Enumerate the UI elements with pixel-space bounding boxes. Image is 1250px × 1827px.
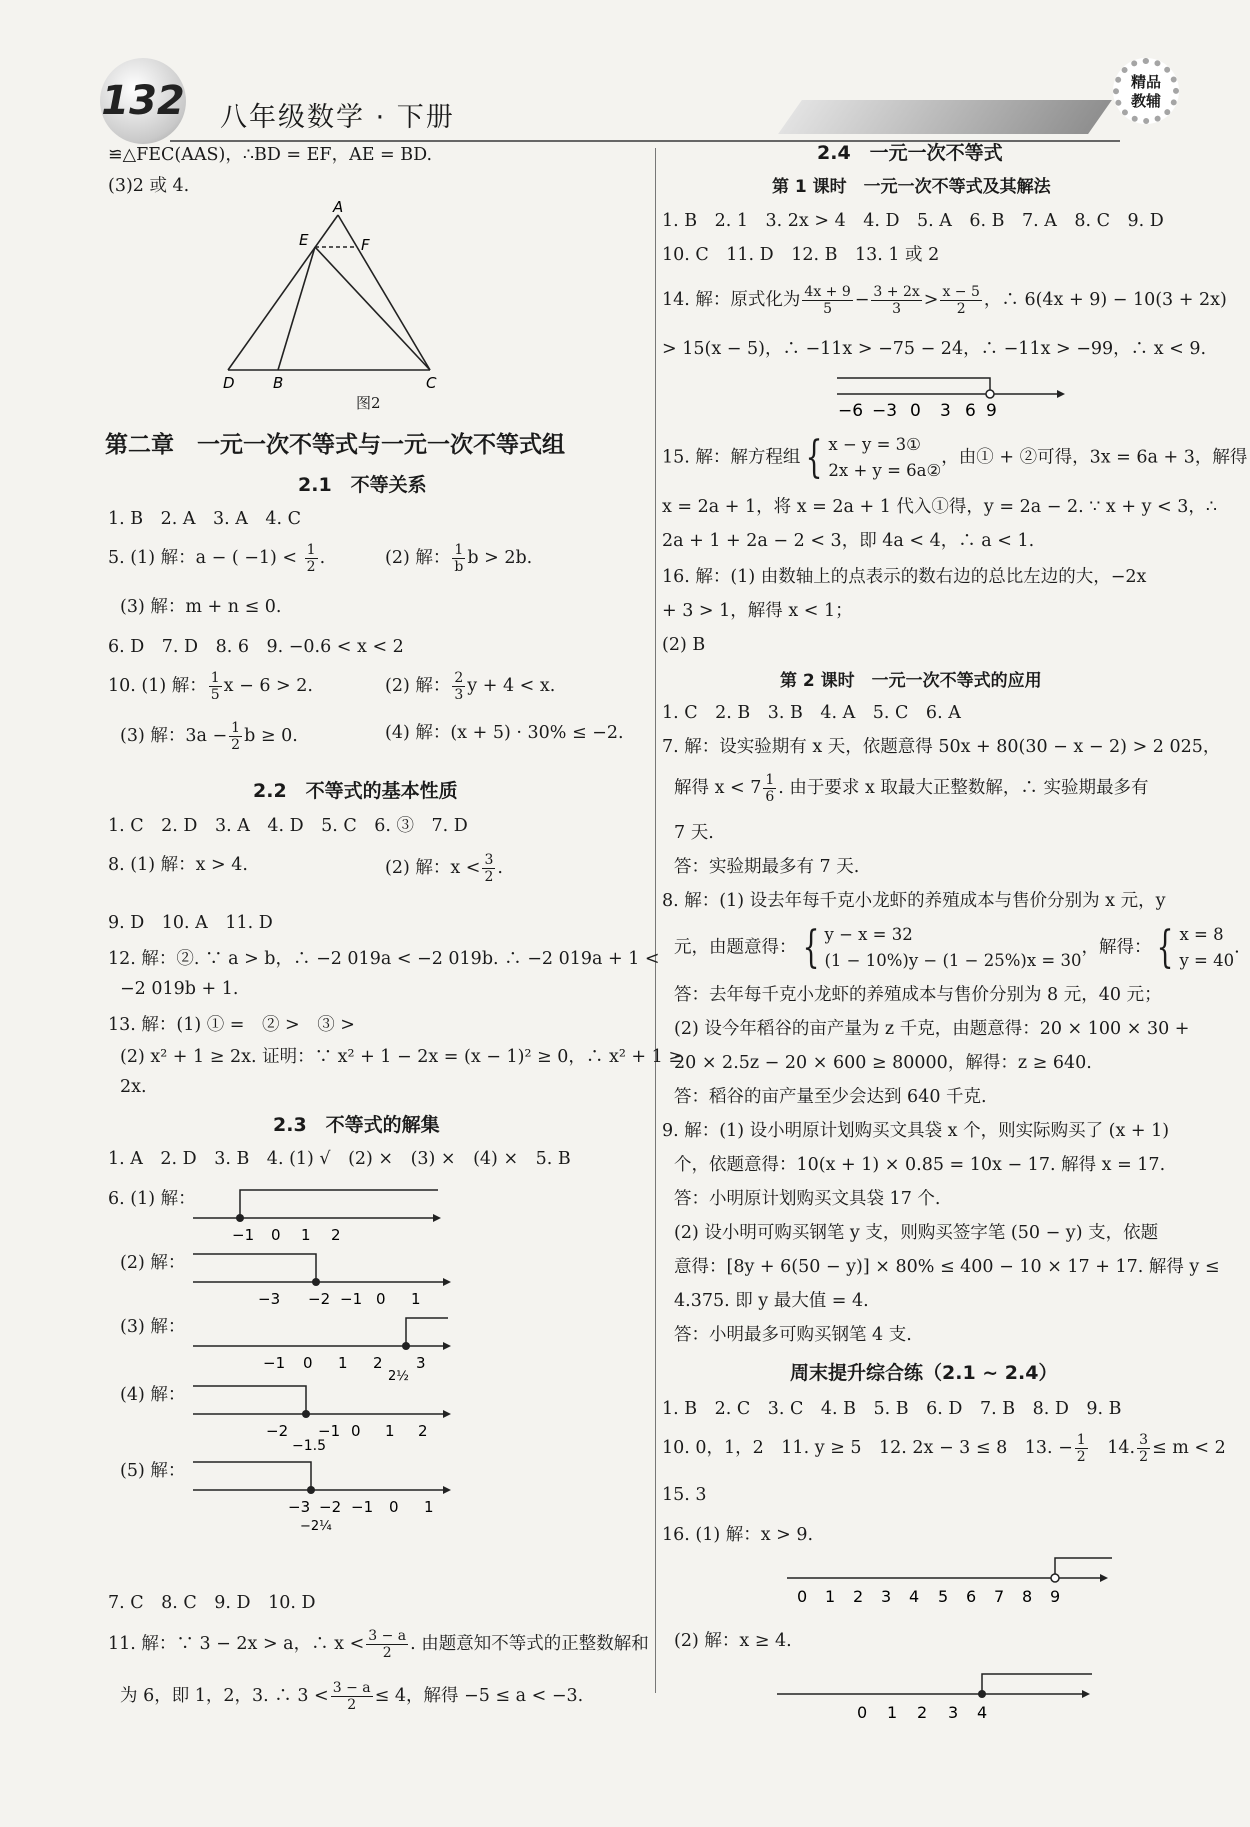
- book-title: 八年级数学 · 下册: [220, 102, 455, 133]
- tick-label: 0: [910, 401, 921, 421]
- vertex-f: F: [361, 236, 370, 254]
- tick-label: −3: [872, 401, 898, 421]
- tick-label: 1: [411, 1290, 421, 1308]
- text-line: 元，由题意得： { y − x = 32 (1 − 10%)y − (1 − 25%)x = 30 ，解得： { x = 8 y = 40 .: [674, 922, 1240, 973]
- text-line: 4.375. 即 y 最大值 = 4.: [674, 1291, 869, 1311]
- badge-line2: 教辅: [1130, 92, 1161, 110]
- text-line: 9. 解：(1) 设小明原计划购买文具袋 x 个，则实际购买了 (x + 1): [662, 1121, 1170, 1141]
- text-line: 答：去年每千克小龙虾的养殖成本与售价分别为 8 元，40 元；: [674, 985, 1162, 1005]
- vertex-c: C: [426, 374, 437, 390]
- text-line: 20 × 2.5z − 20 × 600 ≥ 80000，解得：z ≥ 640.: [674, 1053, 1092, 1073]
- text-line: −2 019b + 1.: [120, 979, 239, 999]
- text-line: (3) 解：3a − $\frac{1}{2}$ b ≥ 0. (4) 解：(x + 5) · 30% ≤ −2.: [120, 720, 624, 753]
- tick-label: 2: [917, 1703, 928, 1722]
- section-title-2-4: 2.4 一元一次不等式: [817, 142, 1003, 164]
- text-line: 意得：[8y + 6(50 − y)] × 80% ≤ 400 − 10 × 17 + 17. 解得 y ≤: [674, 1257, 1220, 1277]
- text-line: 8. (1) 解：x > 4. (2) 解：x < $\frac{3}{2}$ .: [108, 852, 503, 885]
- tick-label: 3: [881, 1587, 892, 1606]
- tick-label: 0: [303, 1354, 313, 1372]
- point-label: −1.5: [292, 1438, 326, 1452]
- column-divider: [655, 148, 656, 1693]
- tick-label: 6: [966, 1587, 977, 1606]
- vertex-d: D: [223, 374, 235, 390]
- lesson-title-1: 第 1 课时 一元一次不等式及其解法: [772, 177, 1051, 197]
- number-line-3: [188, 1310, 458, 1382]
- text-line: 9. D 10. A 11. D: [108, 913, 273, 933]
- tick-label: −1: [351, 1498, 374, 1516]
- tick-label: 1: [338, 1354, 348, 1372]
- chapter-title: 第二章 一元一次不等式与一元一次不等式组: [105, 432, 565, 458]
- tick-label: 0: [389, 1498, 399, 1516]
- text-line: 13. 解：(1) ① = ② > ③ >: [108, 1015, 355, 1035]
- text-line: x = 2a + 1，将 x = 2a + 1 代入①得，y = 2a − 2. ∵ x + y < 3，∴: [662, 497, 1218, 517]
- text-line: ≌△FEC(AAS)，∴BD = EF，AE = BD.: [108, 145, 433, 165]
- tick-label: −1: [340, 1290, 363, 1308]
- weekly-practice-title: 周末提升综合练（2.1 ~ 2.4）: [790, 1362, 1058, 1384]
- tick-label: 1: [825, 1587, 836, 1606]
- number-line-r2: [782, 1550, 1122, 1610]
- tick-label: 1: [887, 1703, 898, 1722]
- text-line: 答：小明最多可购买钢笔 4 支.: [674, 1325, 912, 1345]
- tick-label: 1: [424, 1498, 434, 1516]
- tick-label: −2: [308, 1290, 331, 1308]
- text-line: 答：小明原计划购买文具袋 17 个.: [674, 1189, 941, 1209]
- tick-label: 0: [376, 1290, 386, 1308]
- lesson-title-2: 第 2 课时 一元一次不等式的应用: [780, 671, 1042, 691]
- text-line: 10. C 11. D 12. B 13. 1 或 2: [662, 245, 940, 265]
- text-line: 1. B 2. 1 3. 2x > 4 4. D 5. A 6. B 7. A 8. C 9. D: [662, 211, 1164, 231]
- text-line: 6. (1) 解：: [108, 1189, 196, 1209]
- text-line: 为 6，即 1，2，3. ∴ 3 < $\frac{3 - a}{2}$ ≤ 4，解得 −5 ≤ a < −3.: [120, 1680, 584, 1713]
- text-line: 1. B 2. A 3. A 4. C: [108, 509, 302, 529]
- tick-label: 9: [1050, 1587, 1061, 1606]
- text-line: (3) 解：m + n ≤ 0.: [120, 597, 282, 617]
- text-line: 11. 解：∵ 3 − 2x > a，∴ x < $\frac{3 - a}{2}$ . 由题意知不等式的正整数解和: [108, 1628, 649, 1661]
- tick-label: 0: [857, 1703, 868, 1722]
- tick-label: 0: [797, 1587, 808, 1606]
- tick-label: 6: [965, 401, 976, 421]
- text-line: 答：实验期最多有 7 天.: [674, 857, 860, 877]
- text-line: 1. A 2. D 3. B 4. (1) √ (2) × (3) × (4) × 5. B: [108, 1149, 571, 1169]
- text-line: 1. B 2. C 3. C 4. B 5. B 6. D 7. B 8. D 9. B: [662, 1399, 1122, 1419]
- tick-label: 3: [940, 401, 951, 421]
- brand-badge: [1113, 58, 1179, 124]
- tick-label: 2: [331, 1226, 341, 1244]
- vertex-a: A: [333, 200, 344, 216]
- text-line: 12. 解：②. ∵ a > b，∴ −2 019a < −2 019b. ∴ −2 019a + 1 <: [108, 949, 660, 969]
- number-line-5: [188, 1454, 458, 1534]
- text-line: (2) 解：: [120, 1253, 186, 1273]
- tick-label: 0: [351, 1422, 361, 1440]
- text-line: (2) 设小明可购买钢笔 y 支，则购买签字笔 (50 − y) 支，依题: [674, 1223, 1159, 1243]
- tick-label: 4: [909, 1587, 920, 1606]
- tick-label: 7: [994, 1587, 1005, 1606]
- text-line: 5. (1) 解：a − ( −1) < $\frac{1}{2}$ . (2) 解： $\frac{1}{b}$ b > 2b.: [108, 542, 533, 575]
- text-line: 7. C 8. C 9. D 10. D: [108, 1593, 316, 1613]
- text-line: (3) 解：: [120, 1317, 186, 1337]
- vertex-b: B: [273, 374, 284, 390]
- figure-caption: 图2: [356, 394, 381, 412]
- text-line: 15. 解：解方程组 { x − y = 3① 2x + y = 6a② ，由① + ②可得，3x = 6a + 3，解得: [662, 432, 1248, 483]
- tick-label: 2: [418, 1422, 428, 1440]
- badge-line1: 精品: [1130, 73, 1161, 91]
- tick-label: −1: [232, 1226, 255, 1244]
- section-title-2-2: 2.2 不等式的基本性质: [253, 780, 458, 802]
- number-line-r3: [772, 1666, 1102, 1726]
- text-line: 8. 解：(1) 设去年每千克小龙虾的养殖成本与售价分别为 x 元，y: [662, 891, 1166, 911]
- text-line: (2) 设今年稻谷的亩产量为 z 千克，由题意得：20 × 100 × 30 +: [674, 1019, 1190, 1039]
- text-line: 16. (1) 解：x > 9.: [662, 1525, 814, 1545]
- text-line: 解得 x < 7 $\frac{1}{6}$ . 由于要求 x 取最大正整数解，∴ 实验期最多有: [674, 772, 1149, 805]
- tick-label: −2: [319, 1498, 342, 1516]
- text-line: 14. 解：原式化为 $\frac{4x + 9}{5}$ − $\frac{3 + 2x}{3}$ > $\frac{x - 5}{2}$ ，∴ 6(4x + 9) − 10(3 + 2x): [662, 284, 1227, 317]
- text-line: 10. (1) 解： $\frac{1}{5}$ x − 6 > 2. (2) 解： $\frac{2}{3}$ y + 4 < x.: [108, 670, 556, 703]
- tick-label: −6: [838, 401, 864, 421]
- tick-label: 1: [385, 1422, 395, 1440]
- tick-label: 1: [301, 1226, 311, 1244]
- text-line: 16. 解：(1) 由数轴上的点表示的数右边的总比左边的大，−2x: [662, 567, 1147, 587]
- header-decor-bar: [778, 100, 1112, 134]
- section-title-2-1: 2.1 不等关系: [298, 474, 427, 496]
- text-line: 答：稻谷的亩产量至少会达到 640 千克.: [674, 1087, 987, 1107]
- tick-label: 2: [853, 1587, 864, 1606]
- number-line-2: [188, 1246, 458, 1314]
- tick-label: −3: [258, 1290, 281, 1308]
- tick-label: −2: [266, 1422, 289, 1440]
- text-line: 7. 解：设实验期有 x 天，依题意得 50x + 80(30 − x − 2) > 2 025，: [662, 737, 1221, 757]
- text-line: (2) x² + 1 ≥ 2x. 证明：∵ x² + 1 − 2x = (x − 1)² ≥ 0，∴ x² + 1 ≥: [120, 1047, 684, 1067]
- text-line: > 15(x − 5)，∴ −11x > −75 − 24，∴ −11x > −99，∴ x < 9.: [662, 339, 1207, 359]
- text-line: + 3 > 1，解得 x < 1；: [662, 601, 853, 621]
- page-number: 132: [100, 58, 186, 144]
- text-line: (5) 解：: [120, 1461, 186, 1481]
- point-label: 2½: [388, 1369, 409, 1382]
- text-line: 15. 3: [662, 1485, 707, 1505]
- tick-label: −1: [318, 1422, 341, 1440]
- text-line: 6. D 7. D 8. 6 9. −0.6 < x < 2: [108, 637, 404, 657]
- text-line: (2) 解：x ≥ 4.: [674, 1631, 792, 1651]
- tick-label: 3: [948, 1703, 959, 1722]
- text-line: 1. C 2. B 3. B 4. A 5. C 6. A: [662, 703, 961, 723]
- tick-label: 9: [986, 401, 997, 421]
- text-line: 个，依题意得：10(x + 1) × 0.85 = 10x − 17. 解得 x = 17.: [674, 1155, 1166, 1175]
- point-label: −2¼: [300, 1519, 332, 1534]
- text-line: 7 天.: [674, 823, 714, 843]
- vertex-e: E: [299, 231, 309, 249]
- page-header: [0, 0, 1250, 140]
- number-line-r1: [832, 364, 1072, 424]
- text-line: 2a + 1 + 2a − 2 < 3，即 4a < 4，∴ a < 1.: [662, 531, 1035, 551]
- number-line-1: [188, 1182, 448, 1250]
- figure-2: [223, 200, 453, 390]
- section-title-2-3: 2.3 不等式的解集: [273, 1114, 440, 1136]
- tick-label: 0: [271, 1226, 281, 1244]
- tick-label: 2: [373, 1354, 383, 1372]
- text-line: 1. C 2. D 3. A 4. D 5. C 6. ③ 7. D: [108, 816, 468, 836]
- tick-label: −1: [263, 1354, 286, 1372]
- tick-label: 8: [1022, 1587, 1033, 1606]
- text-line: 10. 0，1，2 11. y ≥ 5 12. 2x − 3 ≤ 8 13. − $\frac{1}{2}$ 14. $\frac{3}{2}$ ≤ m < 2: [662, 1432, 1226, 1465]
- number-line-4: [188, 1378, 458, 1452]
- tick-label: 5: [938, 1587, 949, 1606]
- text-line: (2) B: [662, 635, 706, 655]
- text-line: (4) 解：: [120, 1385, 186, 1405]
- tick-label: 3: [416, 1354, 426, 1372]
- tick-label: −3: [288, 1498, 311, 1516]
- text-line: (3)2 或 4.: [108, 176, 190, 196]
- text-line: 2x.: [120, 1077, 147, 1097]
- tick-label: 4: [977, 1703, 988, 1722]
